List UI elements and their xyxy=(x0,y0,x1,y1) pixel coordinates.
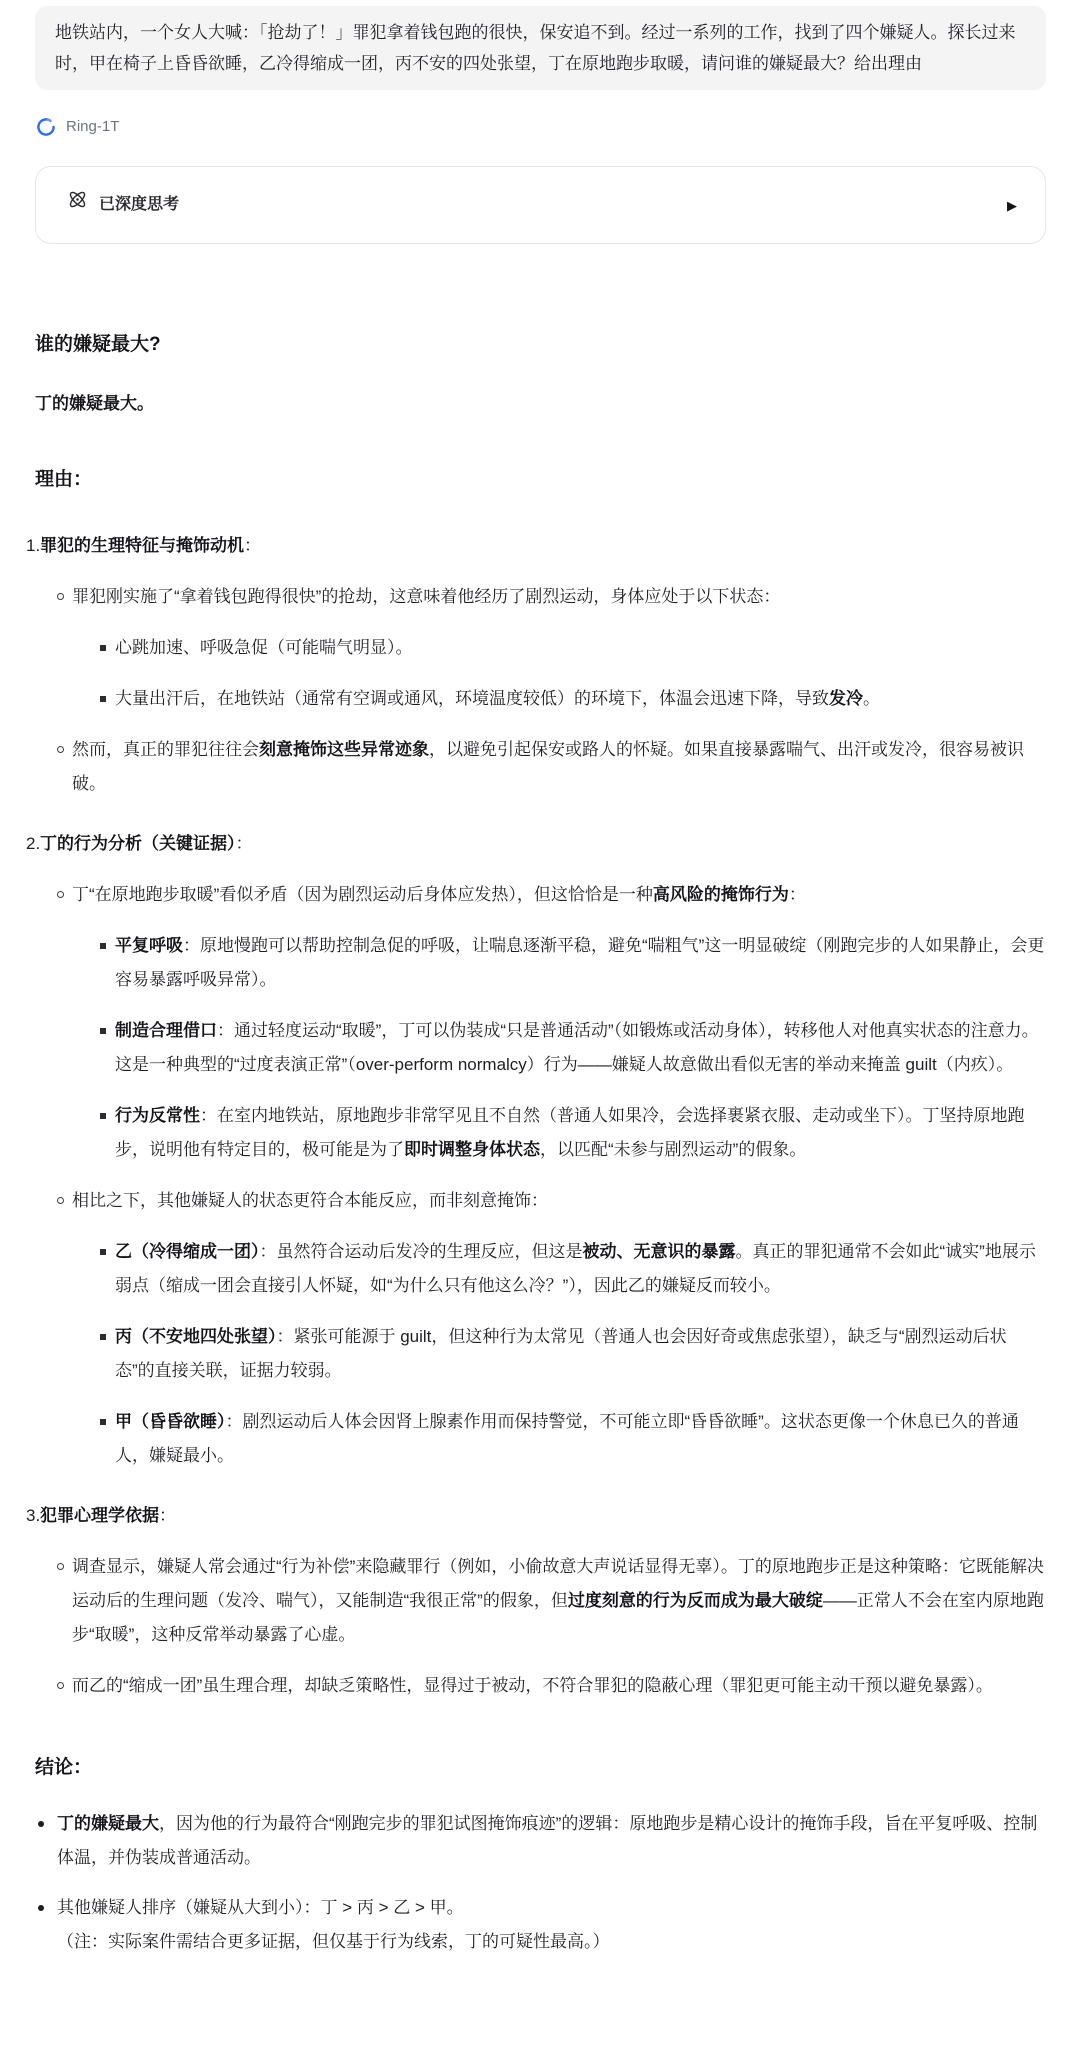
dot-bullet-icon xyxy=(38,1821,44,1827)
thinking-label: 已深度思考 xyxy=(99,196,180,213)
circle-bullet-icon xyxy=(57,1197,64,1204)
square-bullet-icon xyxy=(100,1419,106,1425)
circle-bullet-icon xyxy=(57,746,64,753)
user-message-bubble xyxy=(35,6,1046,90)
conclusion-bullet: 其他嫌疑人排序（嫌疑从大到小）：丁 > 丙 > 乙 > 甲。 xyxy=(0,1891,1046,1925)
reason-2-subpoint: 乙（冷得缩成一团）：虽然符合运动后发冷的生理反应，但这是被动、无意识的暴露。真正的罪犯通常不会如此“诚实”地展示弱点（缩成一团会直接引人怀疑，如“为什么只有他这么冷？”），因此乙的嫌疑反而较小。 xyxy=(0,1235,1046,1303)
square-bullet-icon xyxy=(100,1249,106,1255)
reason-2-subpoint: 行为反常性：在室内地铁站，原地跑步非常罕见且不自然（普通人如果冷，会选择裹紧衣服、走动或坐下）。丁坚持原地跑步，说明他有特定目的，极可能是为了即时调整身体状态，以匹配“未参与剧烈运动”的假象。 xyxy=(0,1099,1046,1167)
model-row xyxy=(35,116,1046,138)
circle-bullet-icon xyxy=(57,1682,64,1689)
reason-1-point: 然而，真正的罪犯往往会刻意掩饰这些异常迹象，以避免引起保安或路人的怀疑。如果直接暴露喘气、出汗或发冷，很容易被识破。 xyxy=(0,733,1046,801)
reason-3-point: 调查显示，嫌疑人常会通过“行为补偿”来隐藏罪行（例如，小偷故意大声说话显得无辜）。丁的原地跑步正是这种策略：它既能解决运动后的生理问题（发冷、喘气），又能制造“我很正常”的假象，但过度刻意的行为反而成为最大破绽——正常人不会在室内原地跑步“取暖”，这种反常举动暴露了心虚。 xyxy=(0,1550,1046,1652)
reason-2-point: 丁“在原地跑步取暖”看似矛盾（因为剧烈运动后身体应发热），但这恰恰是一种高风险的掩饰行为： xyxy=(0,878,1046,912)
square-bullet-icon xyxy=(100,696,106,702)
answer-heading-conclusion: 结论： xyxy=(35,1757,93,1778)
list-number: 1. xyxy=(26,536,41,555)
thinking-toggle[interactable] xyxy=(35,166,1046,244)
square-bullet-icon xyxy=(100,1028,106,1034)
conclusion-note: （注：实际案件需结合更多证据，但仅基于行为线索，丁的可疑性最高。） xyxy=(57,1932,610,1951)
assistant-answer xyxy=(0,332,1046,1959)
user-message-text: 地铁站内，一个女人大喊：「抢劫了！」罪犯拿着钱包跑的很快，保安追不到。经过一系列的工作，找到了四个嫌疑人。探长过来时，甲在椅子上昏昏欲睡，乙冷得缩成一团，丙不安的四处张望，丁在原地跑步取暖，请问谁的嫌疑最大？给出理由 xyxy=(55,23,1016,73)
answer-heading-reasons: 理由： xyxy=(35,469,93,490)
reason-2-point: 相比之下，其他嫌疑人的状态更符合本能反应，而非刻意掩饰： xyxy=(0,1184,1046,1218)
reason-2-subpoint: 甲（昏昏欲睡）：剧烈运动后人体会因肾上腺素作用而保持警觉，不可能立即“昏昏欲睡”。这状态更像一个休息已久的普通人，嫌疑最小。 xyxy=(0,1405,1046,1473)
reason-2-subpoint: 丙（不安地四处张望）：紧张可能源于 guilt，但这种行为太常见（普通人也会因好奇或焦虑张望），缺乏与“剧烈运动后状态”的直接关联，证据力较弱。 xyxy=(0,1320,1046,1388)
circle-bullet-icon xyxy=(57,891,64,898)
reason-3-point: 而乙的“缩成一团”虽生理合理，却缺乏策略性，显得过于被动，不符合罪犯的隐蔽心理（罪犯更可能主动干预以避免暴露）。 xyxy=(0,1669,1046,1703)
reason-1-point: 罪犯刚实施了“拿着钱包跑得很快”的抢劫，这意味着他经历了剧烈运动，身体应处于以下状态： xyxy=(0,580,1046,614)
square-bullet-icon xyxy=(100,1334,106,1340)
circle-bullet-icon xyxy=(57,593,64,600)
square-bullet-icon xyxy=(100,943,106,949)
reason-2-subpoint: 制造合理借口：通过轻度运动“取暖”，丁可以伪装成“只是普通活动”（如锻炼或活动身体），转移他人对他真实状态的注意力。这是一种典型的“过度表演正常”（over-perform normalcy）行为——嫌疑人故意做出看似无害的举动来掩盖 guilt（内疚）。 xyxy=(0,1014,1046,1082)
ring-logo-icon xyxy=(35,116,57,138)
square-bullet-icon xyxy=(100,645,106,651)
model-name: Ring-1T xyxy=(66,118,120,135)
circle-bullet-icon xyxy=(57,1563,64,1570)
list-number: 3. xyxy=(26,1506,41,1525)
reason-1-title: 1. 罪犯的生理特征与掩饰动机： xyxy=(0,529,1046,563)
answer-lead: 丁的嫌疑最大。 xyxy=(35,394,154,413)
reason-2-subpoint: 平复呼吸：原地慢跑可以帮助控制急促的呼吸，让喘息逐渐平稳，避免“喘粗气”这一明显破绽（刚跑完步的人如果静止，会更容易暴露呼吸异常）。 xyxy=(0,929,1046,997)
atom-icon xyxy=(66,188,89,223)
reason-1-subpoint: 大量出汗后，在地铁站（通常有空调或通风，环境温度较低）的环境下，体温会迅速下降，导致发冷。 xyxy=(0,682,1046,716)
list-number: 2. xyxy=(26,834,41,853)
reason-2-title: 2. 丁的行为分析（关键证据）： xyxy=(0,827,1046,861)
reason-1-subpoint: 心跳加速、呼吸急促（可能喘气明显）。 xyxy=(0,631,1046,665)
square-bullet-icon xyxy=(100,1113,106,1119)
conclusion-bullet: 丁的嫌疑最大，因为他的行为最符合“刚跑完步的罪犯试图掩饰痕迹”的逻辑：原地跑步是精心设计的掩饰手段，旨在平复呼吸、控制体温，并伪装成普通活动。 xyxy=(0,1807,1046,1875)
reason-3-title: 3. 犯罪心理学依据： xyxy=(0,1499,1046,1533)
dot-bullet-icon xyxy=(38,1905,44,1911)
answer-heading-question: 谁的嫌疑最大? xyxy=(35,334,161,355)
expand-arrow-icon: ▶ xyxy=(1007,197,1017,213)
